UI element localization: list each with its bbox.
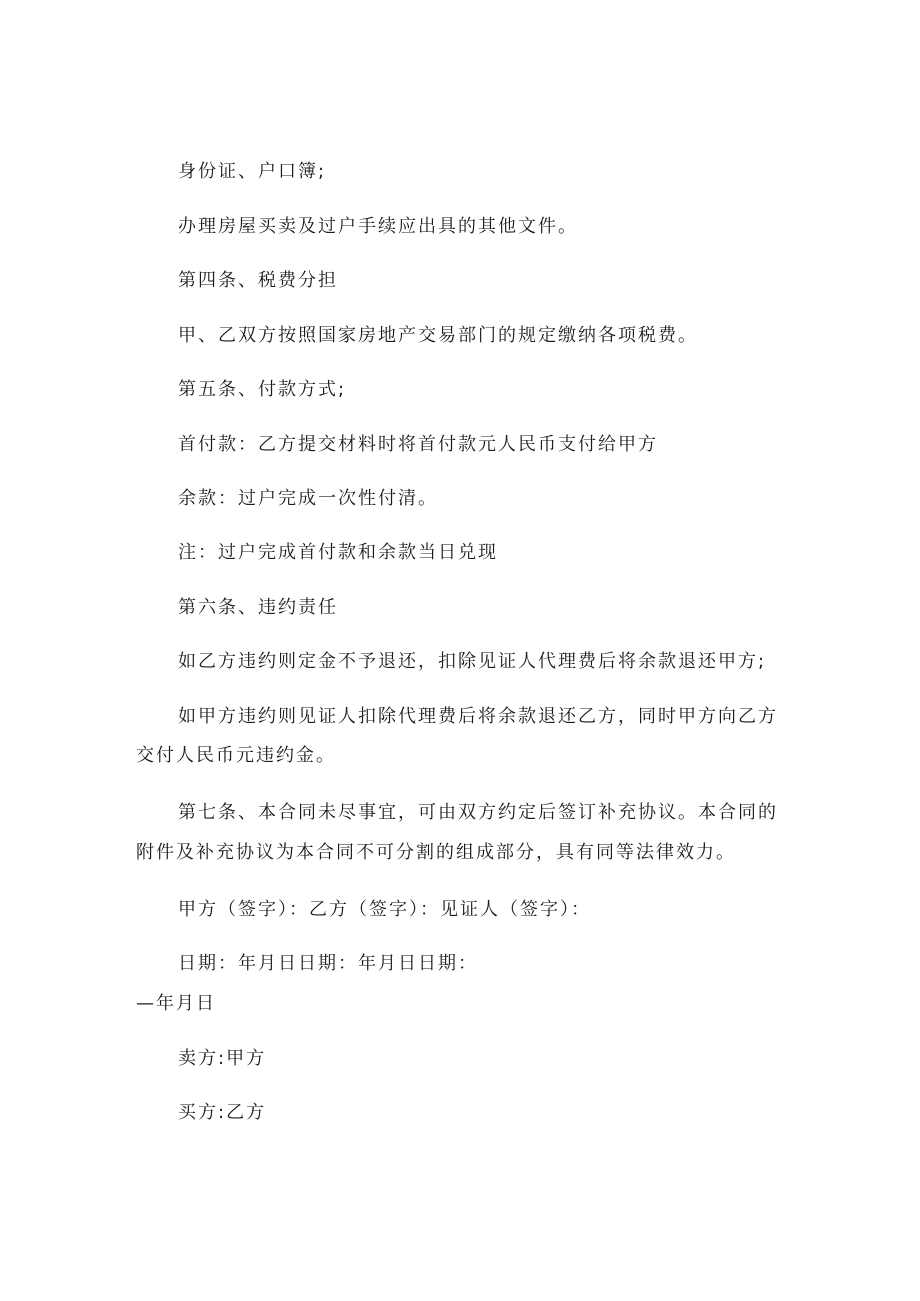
- text-line-down-payment: 首付款：乙方提交材料时将首付款元人民币支付给甲方: [178, 434, 658, 455]
- text-line-balance-payment: 余款：过户完成一次性付清。: [178, 488, 438, 509]
- text-line-party-b-breach: 如乙方违约则定金不予退还，扣除见证人代理费后将余款退还甲方;: [178, 651, 767, 672]
- seller-line: 卖方:甲方: [178, 1048, 267, 1069]
- date-line: 日期：年月日日期：年月日日期：: [178, 953, 478, 974]
- article-6-heading: 第六条、违约责任: [178, 597, 338, 618]
- text-line-party-a-breach: 如甲方违约则见证人扣除代理费后将余款退还乙方，同时甲方向乙方: [178, 706, 778, 727]
- date-line-cont: —年月日: [136, 993, 216, 1014]
- text-line-tax-payment: 甲、乙双方按照国家房地产交易部门的规定缴纳各项税费。: [178, 325, 698, 346]
- article-7-text: 第七条、本合同未尽事宜，可由双方约定后签订补充协议。本合同的: [178, 802, 778, 823]
- signature-line: 甲方（签字）：乙方（签字）：见证人（签字）：: [178, 899, 591, 920]
- article-4-heading: 第四条、税费分担: [178, 270, 338, 291]
- text-line-party-a-breach-cont: 交付人民币元违约金。: [136, 745, 336, 766]
- text-line-payment-note: 注：过户完成首付款和余款当日兑现: [178, 542, 498, 563]
- article-7-text-cont: 附件及补充协议为本合同不可分割的组成部分，具有同等法律效力。: [136, 842, 736, 863]
- text-line-id-documents: 身份证、户口簿;: [178, 161, 327, 182]
- buyer-line: 买方:乙方: [178, 1102, 267, 1123]
- article-5-heading: 第五条、付款方式;: [178, 379, 347, 400]
- text-line-other-files: 办理房屋买卖及过户手续应出具的其他文件。: [178, 216, 578, 237]
